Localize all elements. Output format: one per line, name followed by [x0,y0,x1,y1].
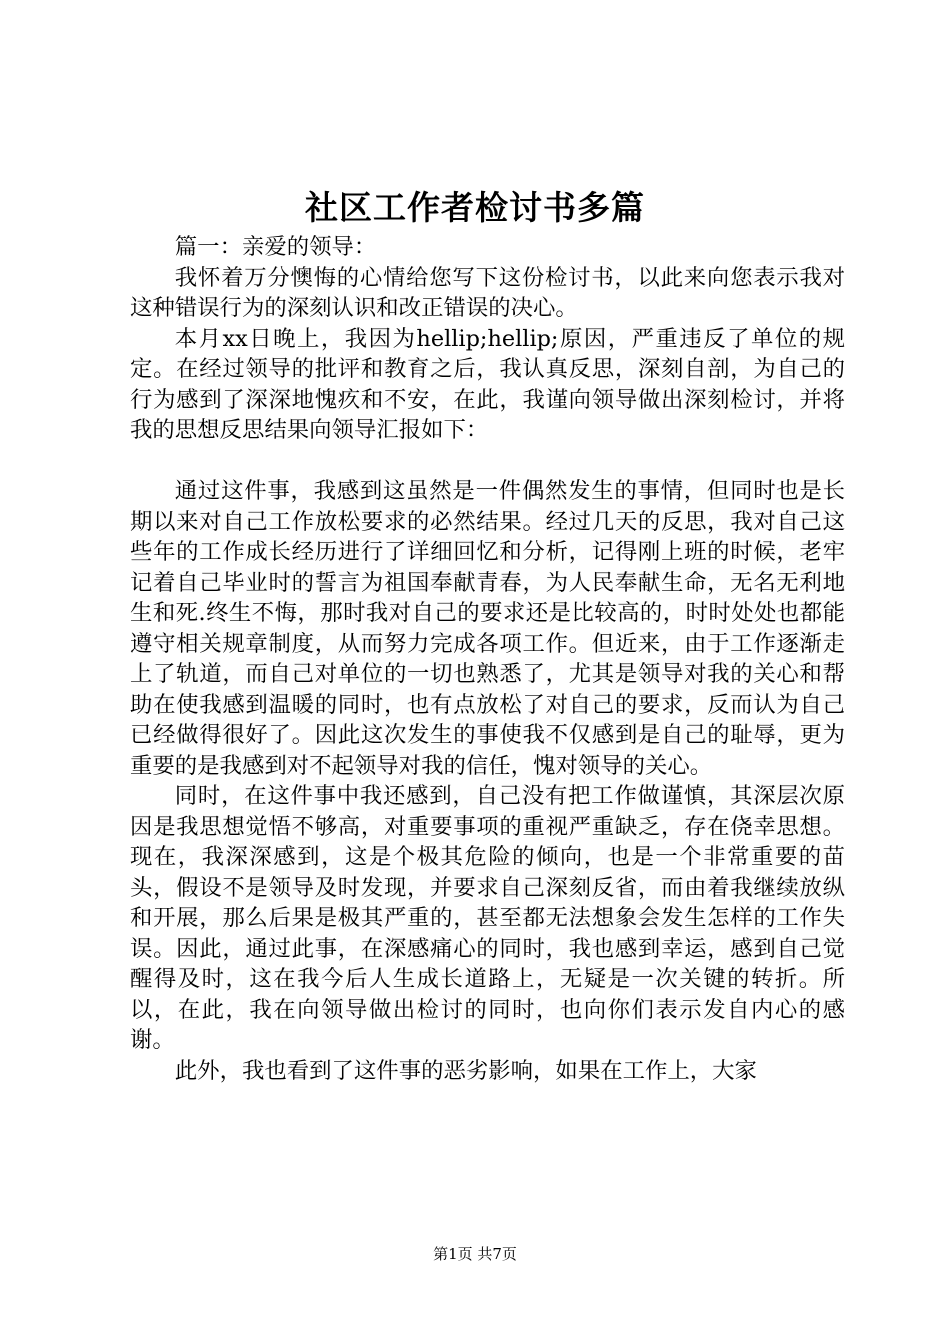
page-number-footer: 第1页 共7页 [433,1245,517,1263]
salutation-paragraph: 篇一：亲爱的领导： [174,234,377,260]
body-paragraph: 同时，在这件事中我还感到，自己没有把工作做谨慎，其深层次原因是我思想觉悟不够高，对重要事项的重视严重缺乏，存在侥幸思想。现在，我深深感到，这是个极其危险的倾向，也是一个非常重要的苗头，假设不是领导及时发现，并要求自己深刻反省，而由着我继续放纵和开展，那么后果是极其严重的，甚至都无法想象会发生怎样的工作失误。因此，通过此事，在深感痛心的同时，我也感到幸运，感到自己觉醒得及时，这在我今后人生成长道路上，无疑是一次关键的转折。所以，在此，我在向领导做出检讨的同时，也向你们表示发自内心的感谢。 [130,783,845,1053]
body-paragraph: 此外，我也看到了这件事的恶劣影响，如果在工作上，大家 [174,1057,757,1084]
body-paragraph: 通过这件事，我感到这虽然是一件偶然发生的事情，但同时也是长期以来对自己工作放松要求的必然结果。经过几天的反思，我对自己这些年的工作成长经历进行了详细回忆和分析，记得刚上班的时候，老牢记着自己毕业时的誓言为祖国奉献青春，为人民奉献生命，无名无利地生和死.终生不悔，那时我对自己的要求还是比较高的，时时处处也都能遵守相关规章制度，从而努力完成各项工作。但近来，由于工作逐渐走上了轨道，而自己对单位的一切也熟悉了，尤其是领导对我的关心和帮助在使我感到温暖的同时，也有点放松了对自己的要求，反而认为自己已经做得很好了。因此这次发生的事使我不仅感到是自己的耻辱，更为重要的是我感到对不起领导对我的信任，愧对领导的关心。 [130,478,845,779]
document-body [130,232,845,1086]
body-paragraph: 本月xx日晚上，我因为hellip;hellip;原因，严重违反了单位的规定。在经过领导的批评和教育之后，我认真反思，深刻自剖，为自己的行为感到了深深地愧疚和不安，在此，我谨向领导做出深刻检讨，并将我的思想反思结果向领导汇报如下： [130,325,845,443]
document-title: 社区工作者检讨书多篇 [305,188,645,227]
body-paragraph: 我怀着万分懊悔的心情给您写下这份检讨书，以此来向您表示我对这种错误行为的深刻认识和改正错误的决心。 [130,264,845,321]
